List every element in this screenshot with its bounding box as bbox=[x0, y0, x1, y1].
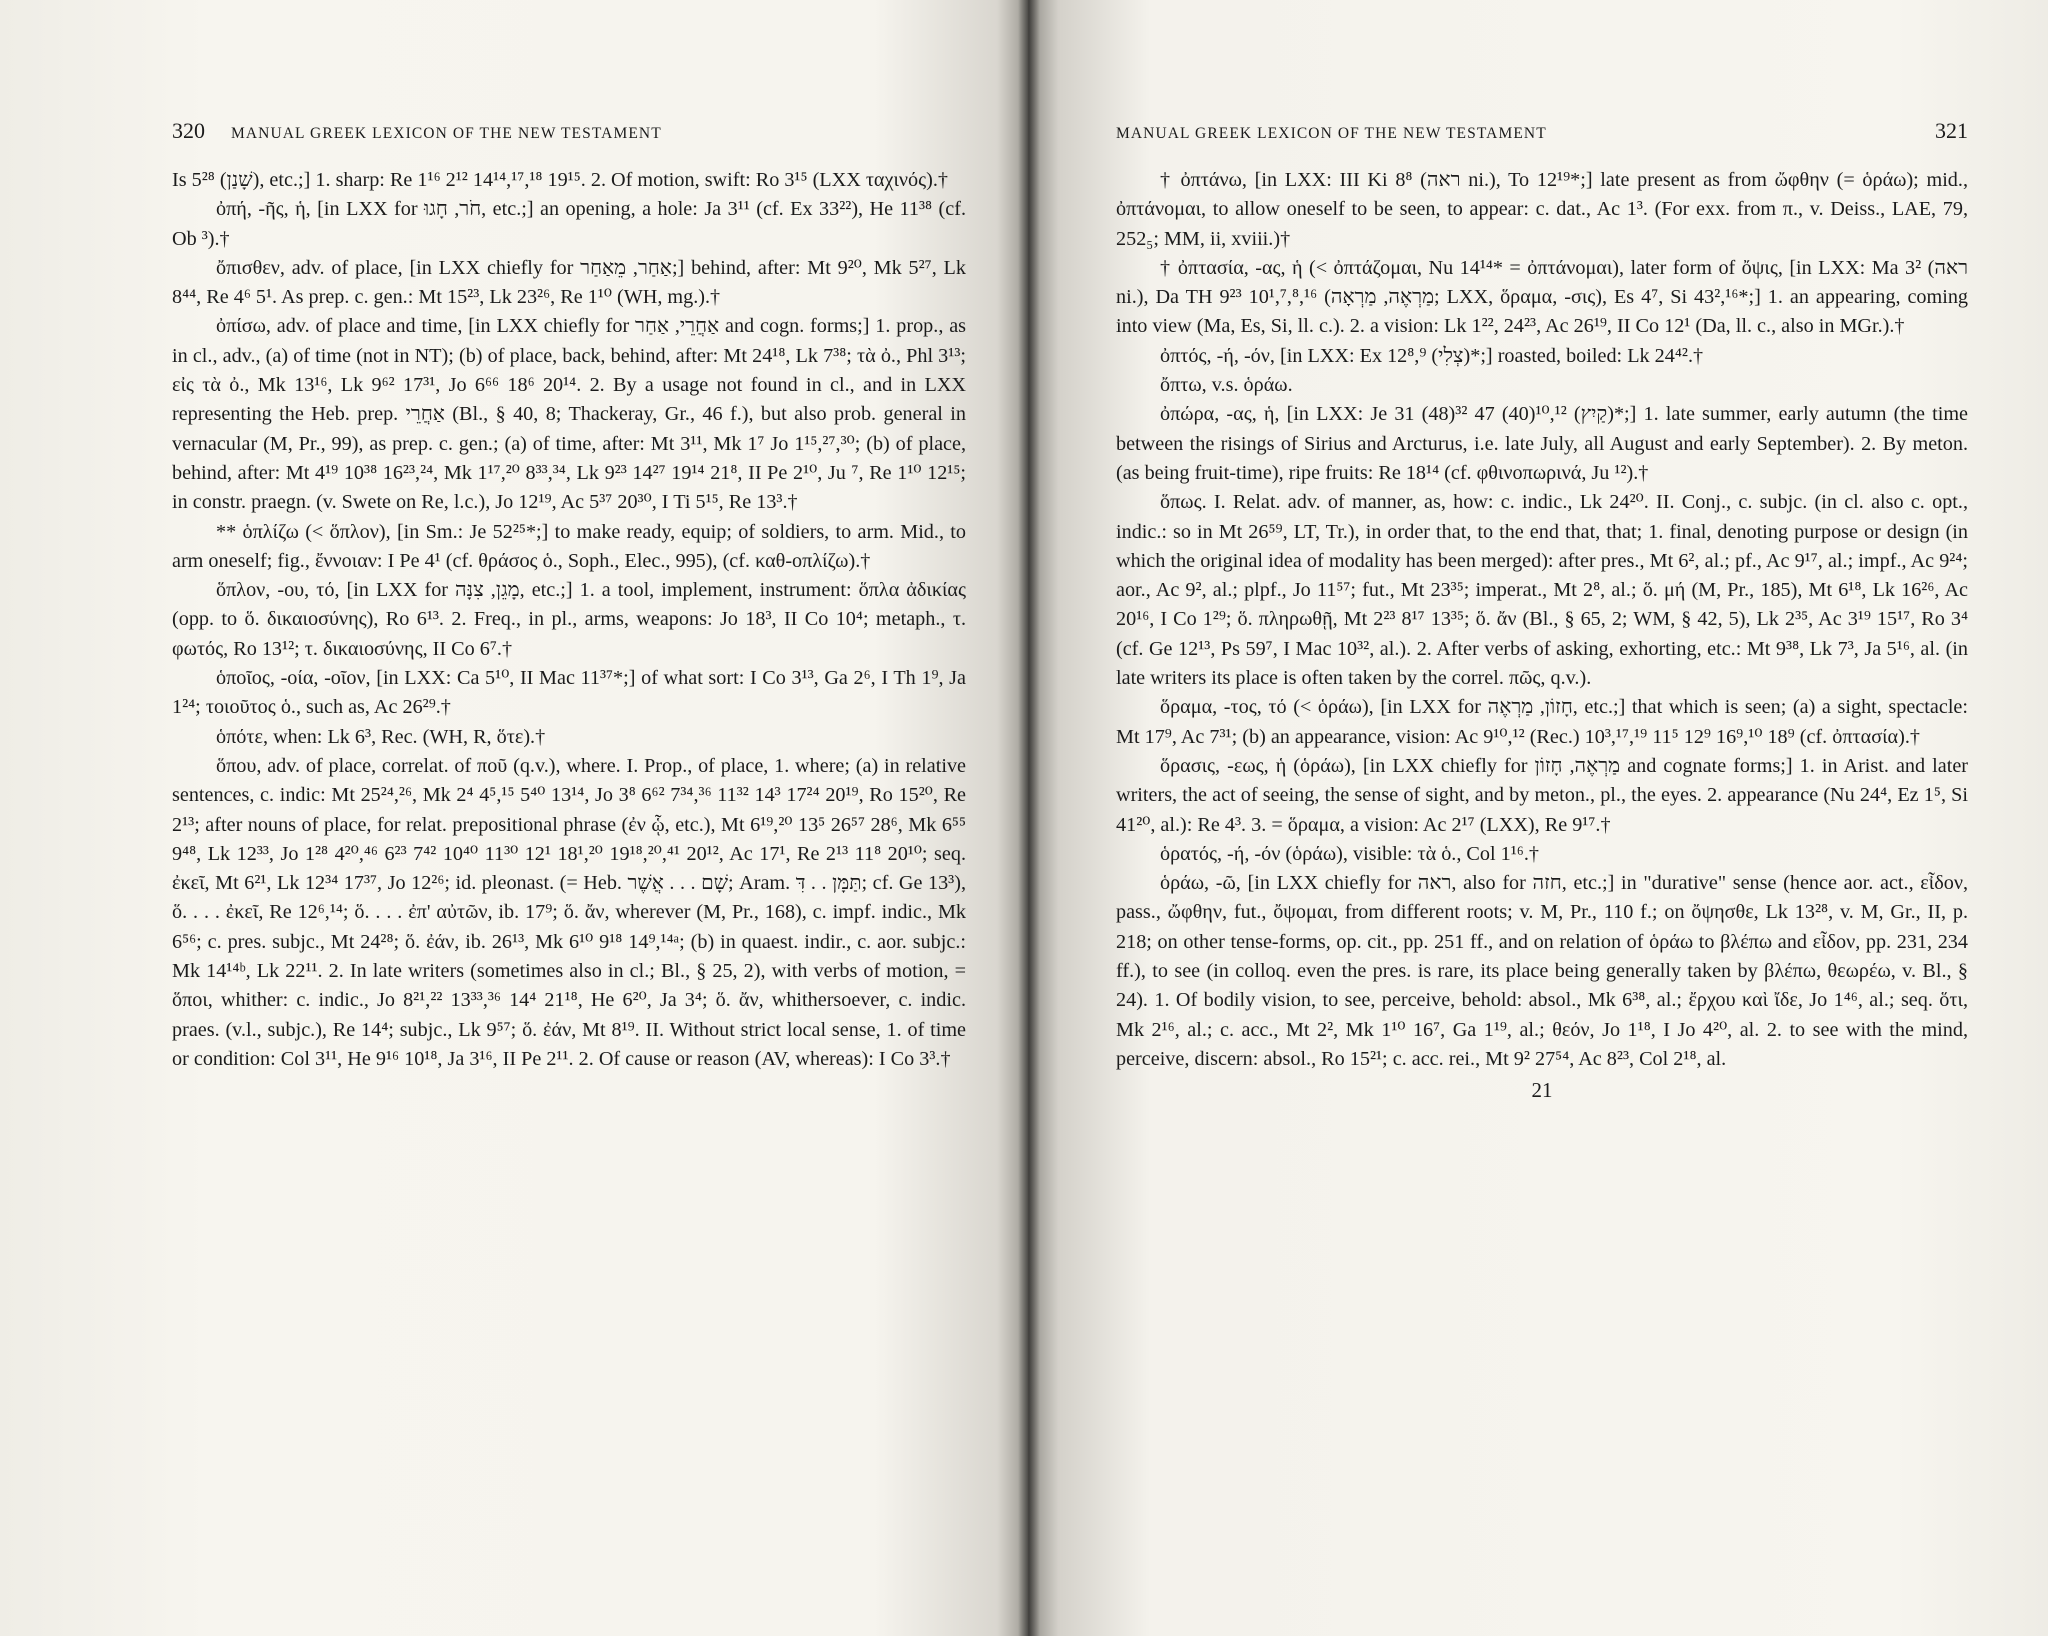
lexicon-entry: ὅπλον, -ου, τό, [in LXX for מָגֵן, צִנָּה, etc.;] 1. a tool, implement, instrument: ὅπλα ἀδικίας (opp. to ὅ. δικαιοσύνης), Ro 6¹³. 2. Freq., in pl., arms, weapons: Jo 18³, II Co 10⁴; metaph., τ. φωτός, Ro 13¹²; τ. δικαιοσύνης, II Co 6⁷.† bbox=[172, 579, 966, 660]
lexicon-entry: ὀπώρα, -ας, ἡ, [in LXX: Je 31 (48)³² 47 (40)¹⁰,¹² (קַיִץ)*;] 1. late summer, early autumn (the time between the risings of Sirius and Arcturus, i.e. late July, all August and early September). 2. By meton. (as being fruit-time), ripe fruits: Re 18¹⁴ (cf. φθινοπωρινά, Ju ¹²).† bbox=[1116, 403, 1968, 484]
right-running-head bbox=[1116, 118, 1968, 144]
right-page bbox=[1028, 0, 2048, 1636]
lexicon-entry: ὁρατός, -ή, -όν (ὁράω), visible: τὰ ὁ., Col 1¹⁶.† bbox=[1160, 842, 1539, 865]
lexicon-entry: ὁποῖος, -οία, -οῖον, [in LXX: Ca 5¹⁰, II Mac 11³⁷*;] of what sort: I Co 3¹³, Ga 2⁶, I Th 1⁹, Ja 1²⁴; τοιοῦτος ὁ., such as, Ac 26²⁹.† bbox=[172, 667, 966, 719]
lexicon-entry: ὅπως. I. Relat. adv. of manner, as, how: c. indic., Lk 24²⁰. II. Conj., c. subjc. (in cl. also c. opt., indic.: so in Mt 26⁵⁹, LT, Tr.), in order that, to the end that, that; 1. final, denoting purpose or design (in which the original idea of modality has been merged): after pres., Mt 6², al.; pf., Ac 9¹⁷, al.; impf., Ac 9²⁴; aor., Ac 9², al.; plpf., Jo 11⁵⁷; fut., Mt 23³⁵; imperat., Mt 2⁸, al.; ὅ. μή (M, Pr., 185), Mt 6¹⁸, Lk 16²⁶, Ac 20¹⁶, I Co 1²⁹; ὅ. πληρωθῇ, Mt 2²³ 8¹⁷ 13³⁵; ὅ. ἄν (Bl., § 65, 2; WM, § 42, 5), Lk 2³⁵, Ac 3¹⁹ 15¹⁷, Ro 3⁴ (cf. Ge 12¹³, Ps 59⁷, I Mac 10³², al.). 2. After verbs of asking, exhorting, etc.: Mt 9³⁸, Lk 7³, Ja 5¹⁶, al. (in late writers its place is often taken by the correl. πῶς, q.v.). bbox=[1116, 491, 1968, 690]
left-running-head bbox=[172, 118, 966, 144]
lexicon-entry: ὅρασις, -εως, ἡ (ὁράω), [in LXX chiefly for מַרְאֶה, חָזוֹן and cognate forms;] 1. in Arist. and later writers, the act of seeing, the sense of sight, and by meton., pl., the eyes. 2. appearance (Nu 24⁴, Ez 1⁵, Si 41²⁰, al.): Re 4³. 3. = ὅραμα, a vision: Ac 2¹⁷ (LXX), Re 9¹⁷.† bbox=[1116, 754, 1969, 836]
left-running-title: MANUAL GREEK LEXICON OF THE NEW TESTAMENT bbox=[231, 125, 662, 142]
lexicon-entry: ὀπή, -ῆς, ἡ, [in LXX for חֹר, חָגוּ, etc.;] an opening, a hole: Ja 3¹¹ (cf. Ex 33²²), He 11³⁸ (cf. Ob ³).† bbox=[172, 198, 966, 250]
signature-mark: 21 bbox=[1531, 1078, 1553, 1103]
lexicon-entry: ὁράω, -ῶ, [in LXX chiefly for ראה, also for חזה, etc.;] in "durative" sense (hence aor. act., εἶδον, pass., ὤφθην, fut., ὄψομαι, from different roots; v. M, Pr., 110 f.; on ὄψησθε, Lk 13²⁸, v. M, Gr., II, p. 218; on other tense-forms, op. cit., pp. 251 ff., and on relation of ὁράω to βλέπω and εἶδον, pp. 231, 234 ff.), to see (in colloq. even the pres. is rare, its place being generally taken by βλέπω, θεωρέω, v. Bl., § 24). 1. Of bodily vision, to see, perceive, behold: absol., Mk 6³⁸, al.; ἔρχου καὶ ἴδε, Jo 1⁴⁶, al.; seq. ὅτι, Mk 2¹⁶, al.; c. acc., Mt 2², Mk 1¹⁰ 16⁷, Ga 1¹⁹, al.; θεόν, Jo 1¹⁸, I Jo 4²⁰, al. 2. to see with the mind, perceive, discern: absol., Ro 15²¹; c. acc. rei., Mt 9² 27⁵⁴, Ac 8²³, Col 2¹⁸, al. bbox=[1116, 872, 1969, 1070]
right-running-title: MANUAL GREEK LEXICON OF THE NEW TESTAMENT bbox=[1116, 125, 1547, 142]
lexicon-entry: ὄπισθεν, adv. of place, [in LXX chiefly for אַחַר, מֵאַחַר;] behind, after: Mt 9²⁰, Mk 5²⁷, Lk 8⁴⁴, Re 4⁶ 5¹. As prep. c. gen.: Mt 15²³, Lk 23²⁶, Re 1¹⁰ (WH, mg.).† bbox=[172, 256, 966, 309]
lexicon-entry: ὅραμα, -τος, τό (< ὁράω), [in LXX for חָזוֹן, מַרְאֶה, etc.;] that which is seen; (a) a sight, spectacle: Mt 17⁹, Ac 7³¹; (b) an appearance, vision: Ac 9¹⁰,¹² (Rec.) 10³,¹⁷,¹⁹ 11⁵ 12⁹ 16⁹,¹⁰ 18⁹ (cf. ὀπτασία).† bbox=[1116, 696, 1968, 748]
lexicon-entry: ὅπου, adv. of place, correlat. of ποῦ (q.v.), where. I. Prop., of place, 1. where; (a) in relative sentences, c. indic: Mt 25²⁴,²⁶, Mk 2⁴ 4⁵,¹⁵ 5⁴⁰ 13¹⁴, Jo 3⁸ 6⁶² 7³⁴,³⁶ 11³² 14³ 17²⁴ 20¹⁹, Ro 15²⁰, Re 2¹³; after nouns of place, for relat. prepositional phrase (ἐν ᾧ, etc.), Mt 6¹⁹,²⁰ 13⁵ 26⁵⁷ 28⁶, Mk 6⁵⁵ 9⁴⁸, Lk 12³³, Jo 1²⁸ 4²⁰,⁴⁶ 6²³ 7⁴² 10⁴⁰ 11³⁰ 12¹ 18¹,²⁰ 19¹⁸,²⁰,⁴¹ 20¹², Ac 17¹, Re 2¹³ 11⁸ 20¹⁰; seq. ἐκεῖ, Mt 6²¹, Lk 12³⁴ 17³⁷, Jo 12²⁶; id. pleonast. (= Heb. שָׁם . . . אֲשֶׁר; Aram. תַּמָּן . . דִּ; cf. Ge 13³), ὅ. . . . ἐκεῖ, Re 12⁶,¹⁴; ὅ. . . . ἐπ' αὐτῶν, ib. 17⁹; ὅ. ἄν, wherever (M, Pr., 168), c. impf. indic., Mk 6⁵⁶; c. pres. subjc., Mt 24²⁸; ὅ. ἐάν, ib. 26¹³, Mk 6¹⁰ 9¹⁸ 14⁹,¹⁴ᵃ; (b) in quaest. indir., c. aor. subjc.: Mk 14¹⁴ᵇ, Lk 22¹¹. 2. In late writers (sometimes also in cl.; Bl., § 25, 2), with verbs of motion, = ὅποι, whither: c. indic., Jo 8²¹,²² 13³³,³⁶ 14⁴ 21¹⁸, He 6²⁰, Ja 3⁴; ὅ. ἄν, whithersoever, c. indic. praes. (v.l., subjc.), Re 14⁴; subjc., Lk 9⁵⁷; ὅ. ἐάν, Mt 8¹⁹. II. Without strict local sense, 1. of time or condition: Col 3¹¹, He 9¹⁶ 10¹⁸, Ja 3¹⁶, II Pe 2¹¹. 2. Of cause or reason (AV, whereas): I Co 3³.† bbox=[172, 754, 966, 1070]
lexicon-entry: ὀπίσω, adv. of place and time, [in LXX chiefly for אַחֲרֵי, אַחַר and cogn. forms;] 1. prop., as in cl., adv., (a) of time (not in NT); (b) of place, back, behind, after: Mt 24¹⁸, Lk 7³⁸; τὰ ὀ., Phl 3¹³; εἰς τὰ ὀ., Mk 13¹⁶, Lk 9⁶² 17³¹, Jo 6⁶⁶ 18⁶ 20¹⁴. 2. By a usage not found in cl., and in LXX representing the Heb. prep. אַחֲרֵי (Bl., § 40, 8; Thackeray, Gr., 46 f.), but also prob. general in vernacular (M, Pr., 99), as prep. c. gen.; (a) of time, after: Mt 3¹¹, Mk 1⁷ Jo 1¹⁵,²⁷,³⁰; (b) of place, behind, after: Mt 4¹⁹ 10³⁸ 16²³,²⁴, Mk 1¹⁷,²⁰ 8³³,³⁴, Lk 9²³ 14²⁷ 19¹⁴ 21⁸, II Pe 2¹⁰, Ju ⁷, Re 1¹⁰ 12¹⁵; in constr. praegn. (v. Swete on Re, l.c.), Jo 12¹⁹, Ac 5³⁷ 20³⁰, I Ti 5¹⁵, Re 13³.† bbox=[172, 315, 967, 514]
book-gutter bbox=[1018, 0, 1040, 1636]
lexicon-entry: † ὀπτάνω, [in LXX: III Ki 8⁸ (ראה ni.), To 12¹⁹*;] late present as from ὤφθην (= ὁράω); mid., ὀπτάνομαι, to allow oneself to be seen, to appear: c. dat., Ac 1³. (For exx. from π., v. Deiss., LAE, 79, 252₅; MM, ii, xviii.)† bbox=[1116, 169, 1968, 250]
lexicon-entry: ** ὁπλίζω (< ὅπλον), [in Sm.: Je 52²⁵*;] to make ready, equip; of soldiers, to arm. Mid., to arm oneself; fig., ἔννοιαν: I Pe 4¹ (cf. θράσος ὁ., Soph., Elec., 995), (cf. καθ-οπλίζω).† bbox=[172, 520, 966, 572]
lexicon-entry: Is 5²⁸ (שָׁנַן), etc.;] 1. sharp: Re 1¹⁶ 2¹² 14¹⁴,¹⁷,¹⁸ 19¹⁵. 2. Of motion, swift: Ro 3¹⁵ (LXX ταχινός).† bbox=[172, 169, 948, 191]
lexicon-entry: ὁπότε, when: Lk 6³, Rec. (WH, R, ὅτε).† bbox=[216, 725, 546, 748]
left-page-number: 320 bbox=[172, 118, 205, 143]
lexicon-entry: ὄπτω, v.s. ὁράω. bbox=[1160, 374, 1293, 397]
right-page-number: 321 bbox=[1935, 118, 1968, 143]
lexicon-entry: ὀπτός, -ή, -όν, [in LXX: Ex 12⁸,⁹ (צְלִי)*;] roasted, boiled: Lk 24⁴².† bbox=[1160, 344, 1704, 367]
lexicon-entry: † ὀπτασία, -ας, ἡ (< ὀπτάζομαι, Nu 14¹⁴* = ὀπτάνομαι), later form of ὄψις, [in LXX: Ma 3² (ראה ni.), Da TH 9²³ 10¹,⁷,⁸,¹⁶ (מַרְאֶה, מַרְאָה; LXX, ὅραμα, -σις), Es 4⁷, Si 43²,¹⁶*;] 1. an appearing, coming into view (Ma, Es, Si, ll. c.). 2. a vision: Lk 1²², 24²³, Ac 26¹⁹, II Co 12¹ (Da, ll. c., also in MGr.).† bbox=[1116, 256, 1969, 338]
